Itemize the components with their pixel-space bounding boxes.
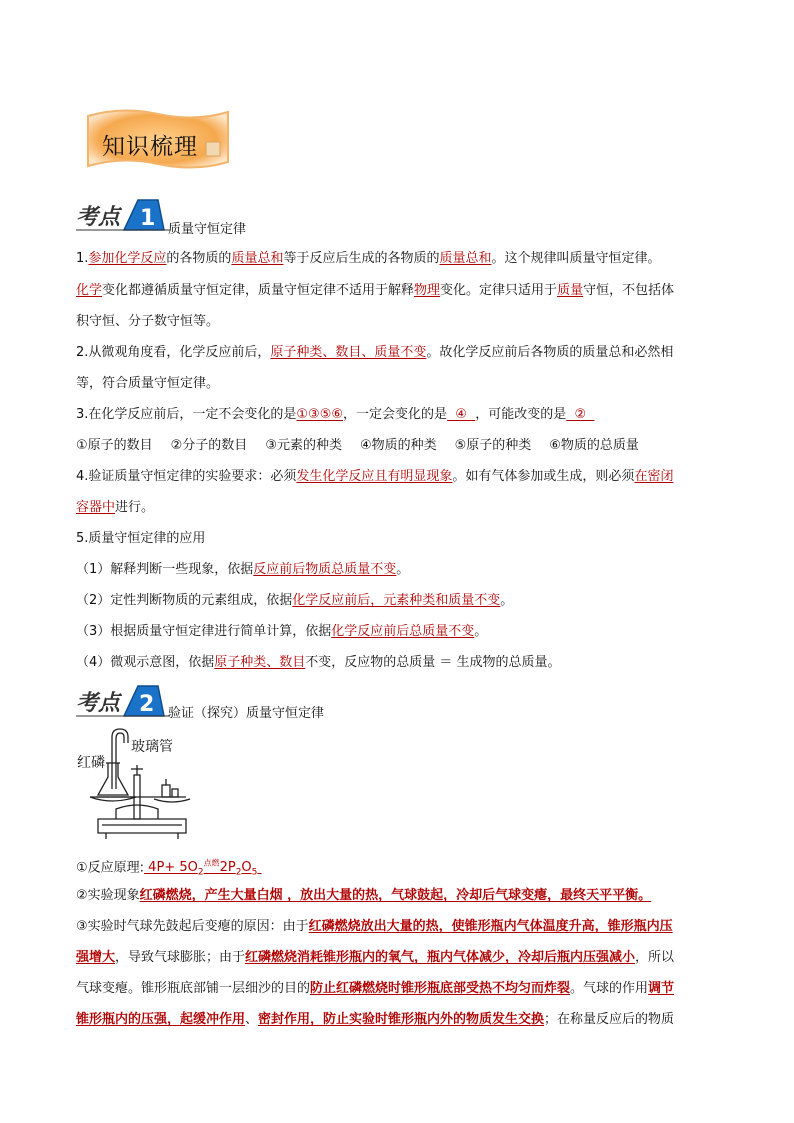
application-4: （4）微观示意图，依据原子种类、数目不变，反应物的总质量 ＝ 生成物的总质量。	[76, 655, 561, 670]
application-1: （1）解释判断一些现象，依据反应前后物质总质量不变。	[76, 562, 410, 577]
application-2: （2）定性判断物质的元素组成，依据化学反应前后，元素种类和质量不变。	[76, 593, 514, 608]
options-list	[76, 437, 639, 455]
option-item: ⑥物质的总质量	[549, 438, 639, 453]
application-3: （3）根据质量守恒定律进行简单计算，依据化学反应前后总质量不变。	[76, 624, 488, 639]
paragraph-2: 2.从微观角度看，化学反应前后，原子种类、数目、质量不变。故化学反应前后各物质的质量总和必然相	[76, 345, 674, 360]
option-item: ⑤原子的种类	[454, 438, 532, 453]
paragraph-4b: 容器中进行。	[76, 500, 155, 515]
option-item: ②分子的数目	[170, 438, 248, 453]
option-item: ④物质的种类	[359, 438, 437, 453]
badge-text: 考点	[76, 205, 121, 230]
option-item: ①原子的数目	[76, 438, 153, 453]
paragraph-2b: 等，符合质量守恒定律。	[76, 376, 220, 391]
section2-title: 验证（探究）质量守恒定律	[168, 706, 325, 721]
kaodian-badge-1	[76, 198, 172, 232]
section1-title: 质量守恒定律	[168, 222, 247, 237]
badge-number: 2	[139, 692, 155, 717]
paragraph-1b: 化学变化都遵循质量守恒定律，质量守恒定律不适用于解释物理变化。定律只适用于质量守恒，不包括体	[76, 283, 675, 298]
balloon-reason-1: ③实验时气球先鼓起后变瘪的原因：由于红磷燃烧放出大量的热，使锥形瓶内气体温度升高，锥形瓶内压	[76, 919, 673, 934]
paragraph-1: 1.参加化学反应的各物质的质量总和等于反应后生成的各物质的质量总和。这个规律叫质量守恒定律。	[76, 251, 661, 266]
paragraph-1c: 积守恒、分子数守恒等。	[76, 314, 220, 329]
badge-number: 1	[140, 206, 156, 231]
paragraph-5: 5.质量守恒定律的应用	[76, 531, 206, 546]
figure-label-red-phosphorus: 红磷	[77, 755, 105, 771]
balloon-reason-2: 强增大，导致气球膨胀；由于红磷燃烧消耗锥形瓶内的氧气，瓶内气体减少，冷却后瓶内压强减小，所以	[76, 950, 675, 965]
phenomenon: ②实验现象红磷燃烧，产生大量白烟 ，放出大量的热，气球鼓起，冷却后气球变瘪，最终天平平衡。	[76, 888, 652, 903]
paragraph-4: 4.验证质量守恒定律的实验要求：必须发生化学反应且有明显现象。如有气体参加或生成，则必须在密闭	[76, 469, 674, 484]
chemical-equation: $4P+ 5O_2^{点燃}2P_2O_5$	[144, 859, 258, 878]
balloon-reason-4: 锥形瓶内的压强，起缓冲作用、密封作用，防止实验时锥形瓶内外的物质发生交换；在称量反应后的物质	[76, 1012, 675, 1027]
figure-label-glass-tube: 玻璃管	[131, 739, 173, 755]
banner-title: 知识梳理	[102, 134, 198, 160]
reaction-principle: ①反应原理: $4P+ 5O_2^{点燃}2P_2O_5$	[76, 855, 262, 882]
paragraph-3: 3.在化学反应前后，一定不会变化的是①③⑤⑥，一定会变化的是 ④ ，可能改变的是 ②	[76, 407, 595, 422]
badge-text: 考点	[76, 691, 121, 716]
balloon-reason-3: 气球变瘪。锥形瓶底部铺一层细沙的目的防止红磷燃烧时锥形瓶底部受热不均匀而炸裂。气球的作用调节	[76, 981, 675, 996]
kaodian-badge-2	[76, 684, 172, 718]
option-item: ③元素的种类	[265, 438, 342, 453]
